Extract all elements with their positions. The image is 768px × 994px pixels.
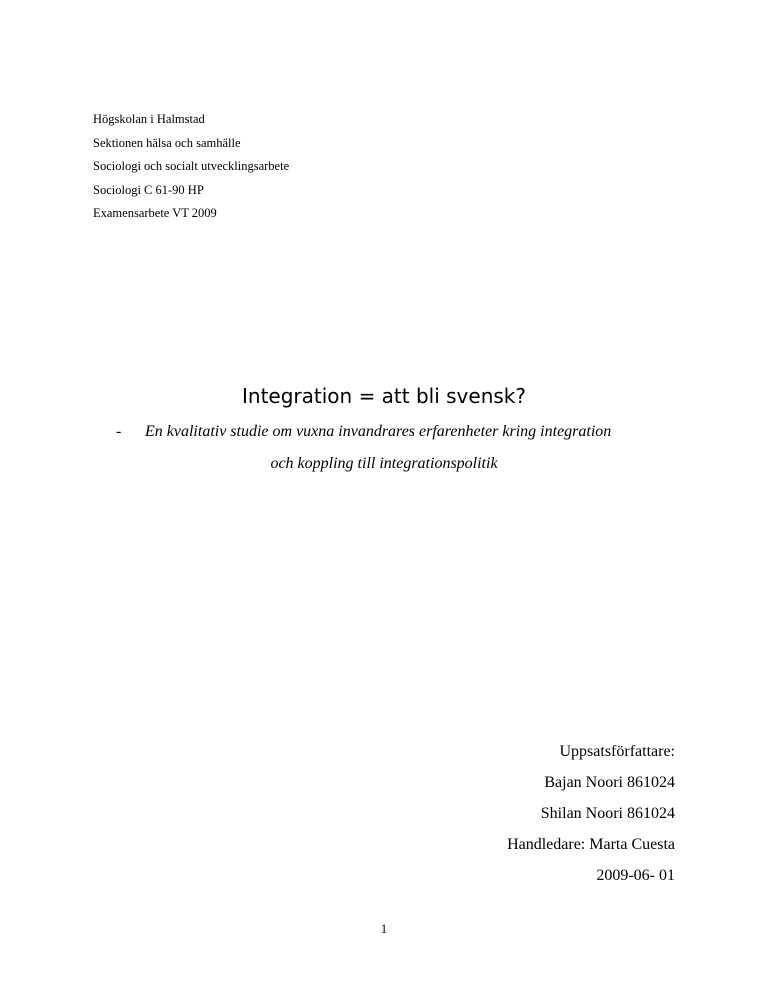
subtitle-dash: - — [116, 423, 122, 440]
supervisor: Handledare: Marta Cuesta — [507, 836, 675, 853]
section-name: Sektionen hälsa och samhälle — [93, 135, 241, 150]
institution-header — [93, 108, 289, 226]
program-name: Sociologi och socialt utvecklingsarbete — [93, 159, 290, 173]
page-number: 1 — [380, 922, 388, 936]
subtitle-line-1: En kvalitativ studie om vuxna invandrares erfarenheter kring integration — [145, 423, 612, 440]
submission-date: 2009-06- 01 — [596, 867, 675, 884]
thesis-title: Integration = att bli svensk? — [242, 384, 526, 408]
authors-heading: Uppsatsförfattare: — [559, 743, 675, 760]
author-1: Bajan Noori 861024 — [544, 774, 675, 791]
author-info — [507, 736, 675, 891]
author-2: Shilan Noori 861024 — [540, 805, 675, 822]
subtitle-line-2: och koppling till integrationspolitik — [270, 455, 498, 472]
thesis-term: Examensarbete VT 2009 — [93, 206, 217, 220]
university-name: Högskolan i Halmstad — [93, 112, 205, 126]
course-name: Sociologi C 61-90 HP — [93, 182, 204, 197]
